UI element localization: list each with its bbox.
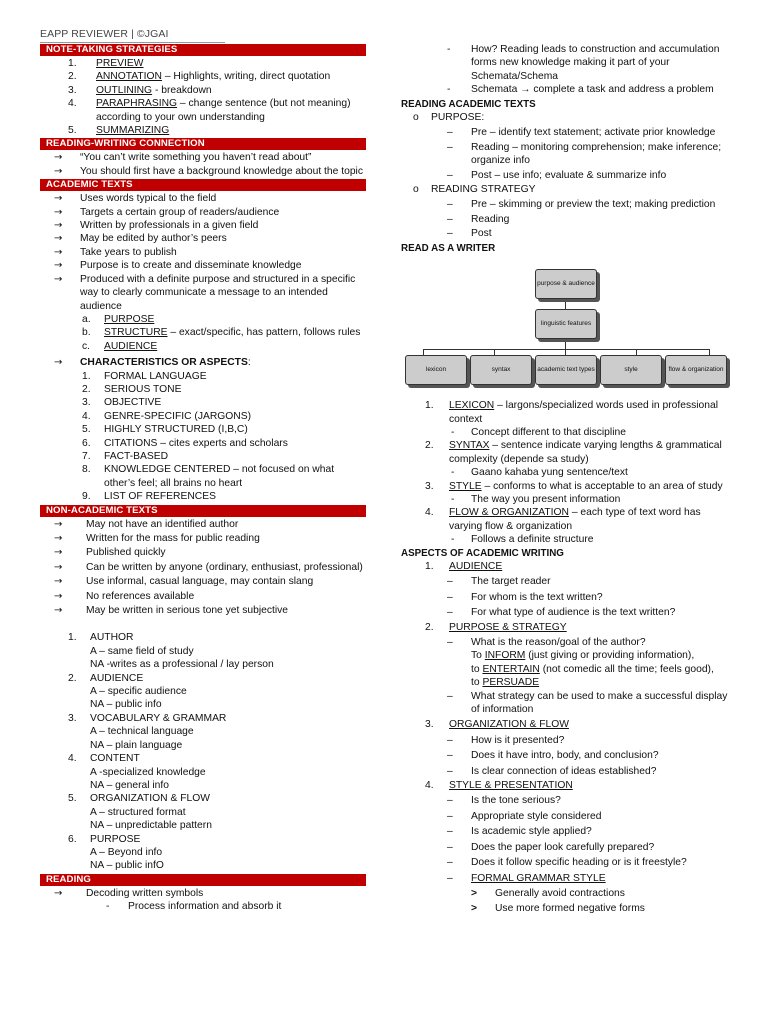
list-item: – Is academic style applied? xyxy=(447,826,592,838)
list-item: o PURPOSE: xyxy=(401,111,731,124)
list-item: 2. SERIOUS TONE xyxy=(82,383,182,395)
list-item: – Reading xyxy=(447,213,510,225)
list-item: – Pre – skimming or preview the text; making prediction xyxy=(447,199,716,211)
list-item: – How is it presented? xyxy=(447,734,565,746)
list-item: 5. ORGANIZATION & FLOW xyxy=(68,793,210,805)
diagram-node-syntax: syntax xyxy=(470,355,532,385)
bullet-circle-icon: o xyxy=(413,184,419,196)
list-item: → Take years to publish xyxy=(40,246,366,259)
arrow-icon: → xyxy=(54,561,63,573)
list-item: – The target reader xyxy=(447,576,551,588)
list-item: 4. FLOW & ORGANIZATION – each type of text word has varying flow & organization xyxy=(425,507,701,532)
list-item: 1. LEXICON – largons/specialized words used in professional context xyxy=(425,400,719,425)
arrow-icon: → xyxy=(54,165,63,177)
list-item: → Targets a certain group of readers/audience xyxy=(40,206,366,219)
heading-reading-academic: READING ACADEMIC TEXTS xyxy=(401,98,536,110)
list-item: → “You can’t write something you haven’t read about” xyxy=(40,151,366,164)
list-item: c. AUDIENCE xyxy=(82,340,158,352)
list-item: 1. AUTHOR xyxy=(68,632,134,644)
arrow-icon: → xyxy=(54,590,63,602)
list-item: 6. PURPOSE xyxy=(68,833,141,845)
list-item: 6. CITATIONS – cites experts and scholars xyxy=(82,437,288,449)
arrow-icon: → xyxy=(54,533,63,544)
section-bar-academic-texts: ACADEMIC TEXTS xyxy=(40,179,366,191)
heading-read-as-writer: READ AS A WRITER xyxy=(401,242,496,254)
note-taking-list xyxy=(40,57,366,137)
list-item: → No references available xyxy=(40,590,366,603)
list-item: - Gaano kahaba yung sentence/text xyxy=(451,467,628,479)
list-item: 2. PURPOSE & STRATEGY xyxy=(425,621,567,633)
list-item: – Post xyxy=(447,228,492,240)
list-item: → May be edited by author’s peers xyxy=(40,232,366,245)
list-item: 9. LIST OF REFERENCES xyxy=(82,491,216,503)
list-item: > Generally avoid contractions xyxy=(401,887,731,900)
list-item: a. PURPOSE xyxy=(82,313,155,325)
characteristics-list xyxy=(40,370,366,504)
section-bar-note-taking: NOTE-TAKING STRATEGIES xyxy=(40,44,366,56)
chevron-right-icon: > xyxy=(471,887,478,899)
list-item: → Use informal, casual language, may contain slang xyxy=(40,575,366,588)
list-item: – Is the tone serious? xyxy=(447,795,561,807)
diagram-node-flow: flow & organization xyxy=(665,355,727,385)
arrow-icon: → xyxy=(54,246,63,258)
arrow-icon: → xyxy=(54,260,63,272)
list-item: 1. PREVIEW xyxy=(68,58,144,69)
list-item: 3. ORGANIZATION & FLOW xyxy=(425,719,569,731)
list-item: – What is the reason/goal of the author? xyxy=(447,637,646,648)
list-item: → Written by professionals in a given field xyxy=(40,219,366,232)
list-item: – Does it follow specific heading or is it freestyle? xyxy=(447,857,687,869)
section-bar-reading-writing: READING-WRITING CONNECTION xyxy=(40,138,366,150)
list-item: → May not have an identified author xyxy=(40,518,366,531)
diagram-node-linguistic: linguistic features xyxy=(535,309,597,339)
list-item: o READING STRATEGY xyxy=(401,183,731,196)
list-item: → Uses words typical to the field xyxy=(40,192,366,205)
diagram-node-lexicon: lexicon xyxy=(405,355,467,385)
diagram-node-style: style xyxy=(600,355,662,385)
purpose-inform: To INFORM (just giving or providing information), xyxy=(471,650,695,662)
list-item: – FORMAL GRAMMAR STYLE xyxy=(447,872,606,884)
list-item: – What strategy can be used to make a successful display of information xyxy=(447,690,728,716)
list-item: → Produced with a definite purpose and structured in a specific way to clearly communicate a message to an intended audience xyxy=(40,273,366,313)
list-item: → Purpose is to create and disseminate knowledge xyxy=(40,259,366,272)
list-item: 3. VOCABULARY & GRAMMAR xyxy=(68,712,227,724)
list-item: – Appropriate style considered xyxy=(447,810,602,822)
section-bar-reading: READING xyxy=(40,874,366,886)
comparison-list: 1. AUTHOR A – same field of study NA -writes as a professional / lay person 2. AUDIENCE A – specific audience NA – public info 3. VOCABULARY & GRAMMAR A – technical language NA – plain language 4. CONTENT A -specialized knowledge NA – general info 5. ORGANIZATION & FLOW A – structured format NA – unpredictable pattern 6. PURPOSE A – Beyond info NA – public infO xyxy=(40,631,366,872)
list-item: 4. CONTENT xyxy=(68,753,140,765)
list-item: → Decoding written symbols xyxy=(40,887,366,900)
list-item: → Written for the mass for public reading xyxy=(40,532,366,545)
arrow-icon: → xyxy=(54,357,63,369)
list-item: - The way you present information xyxy=(451,493,621,505)
list-item: - How? Reading leads to construction and accumulation forms new knowledge making it part of your Schemata/Schema xyxy=(447,44,720,82)
list-item: – For what type of audience is the text written? xyxy=(447,607,676,619)
right-column xyxy=(401,0,731,916)
list-item: – Is clear connection of ideas established? xyxy=(447,765,657,777)
diagram-node-purpose: purpose & audience xyxy=(535,269,597,299)
chevron-right-icon: > xyxy=(471,903,478,915)
list-item: - Process information and absorb it xyxy=(106,901,282,913)
list-item: 3. OBJECTIVE xyxy=(82,397,162,409)
list-item: 3. STYLE – conforms to what is acceptable to an area of study xyxy=(425,480,723,492)
arrow-icon: → xyxy=(54,273,63,285)
list-item: 4. PARAPHRASING – change sentence (but not meaning) according to your own understanding xyxy=(68,98,351,123)
list-item: 2. ANNOTATION – Highlights, writing, direct quotation xyxy=(68,71,331,83)
list-item: 2. SYNTAX – sentence indicate varying lengths & grammatical complexity (depende sa study) xyxy=(425,440,722,465)
list-item: → Published quickly xyxy=(40,546,366,559)
list-item: 4. GENRE-SPECIFIC (JARGONS) xyxy=(82,410,252,422)
list-item: → CHARACTERISTICS OR ASPECTS: xyxy=(40,356,366,369)
list-item: 4. STYLE & PRESENTATION xyxy=(425,780,573,792)
arrow-icon: → xyxy=(54,193,63,205)
list-item: 8. KNOWLEDGE CENTERED – not focused on what other’s feel; all brains no heart xyxy=(82,464,335,489)
diagram-node-academic-text-types: academic text types xyxy=(535,355,597,385)
arrow-icon: → xyxy=(54,547,63,559)
heading-aspects: ASPECTS OF ACADEMIC WRITING xyxy=(401,547,564,559)
list-item: 3. OUTLINING - breakdown xyxy=(68,84,212,96)
arrow-icon: → xyxy=(54,206,63,218)
arrow-icon: → xyxy=(54,233,63,245)
list-item: b. STRUCTURE – exact/specific, has pattern, follows rules xyxy=(82,327,361,339)
arrow-icon: → xyxy=(54,518,63,530)
list-item: 2. AUDIENCE xyxy=(68,672,144,684)
arrow-icon: → xyxy=(54,576,63,588)
list-item: - Follows a definite structure xyxy=(451,534,594,546)
list-item: 7. FACT-BASED xyxy=(82,450,169,462)
list-item: – For whom is the text written? xyxy=(447,591,603,603)
arrow-icon: → xyxy=(54,152,63,164)
arrow-icon: → xyxy=(54,887,63,899)
list-item: 1. AUDIENCE xyxy=(425,560,503,572)
list-item: – Does the paper look carefully prepared? xyxy=(447,841,655,853)
left-column xyxy=(40,0,366,914)
list-item: → May be written in serious tone yet subjective xyxy=(40,604,366,617)
list-item: 5. SUMMARIZING xyxy=(68,125,170,137)
list-item: – Post – use info; evaluate & summarize info xyxy=(447,169,667,181)
section-bar-non-academic: NON-ACADEMIC TEXTS xyxy=(40,505,366,517)
arrow-icon: → xyxy=(54,220,63,232)
list-item: > Use more formed negative forms xyxy=(401,902,731,915)
list-item: – Reading – monitoring comprehension; make inference; organize info xyxy=(447,141,722,167)
list-item: 1. FORMAL LANGUAGE xyxy=(82,370,207,382)
page-header: EAPP REVIEWER | ©JGAI xyxy=(40,28,225,43)
features-list xyxy=(401,399,731,546)
bullet-circle-icon: o xyxy=(413,112,419,124)
purpose-entertain: to ENTERTAIN (not comedic all the time; feels good), xyxy=(471,663,714,675)
list-item: → You should first have a background knowledge about the topic xyxy=(40,165,366,178)
list-item: – Pre – identify text statement; activate prior knowledge xyxy=(447,127,716,139)
list-item: - Schemata → complete a task and address a problem xyxy=(447,84,714,96)
arrow-icon: → xyxy=(54,605,63,617)
list-item: → Can be written by anyone (ordinary, enthusiast, professional) xyxy=(40,561,366,574)
list-item: 5. HIGHLY STRUCTURED (I,B,C) xyxy=(82,424,248,436)
purpose-persuade: to PERSUADE xyxy=(471,677,540,689)
list-item: – Does it have intro, body, and conclusion? xyxy=(447,750,659,762)
features-diagram xyxy=(401,259,731,393)
list-item: - Concept different to that discipline xyxy=(451,426,626,438)
